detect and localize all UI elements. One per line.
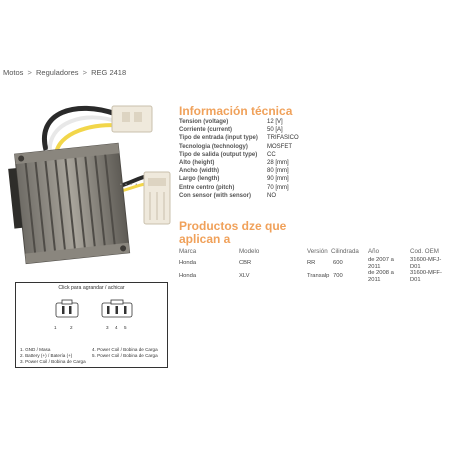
tech-label: Ancho (width) <box>179 168 219 175</box>
tech-value: CC <box>267 151 276 158</box>
pin-legend-item: 1. GND / Masa <box>20 347 51 352</box>
tech-label: Largo (length) <box>179 176 220 183</box>
cell-modelo: CBR <box>239 260 252 266</box>
pin-number: 2 <box>70 325 73 330</box>
tech-value: NO <box>267 192 276 199</box>
tech-label: Corriente (current) <box>179 127 233 134</box>
tech-label: Con sensor (with sensor) <box>179 192 252 199</box>
tech-row <box>179 143 299 151</box>
pin-number: 4 <box>115 325 118 330</box>
tech-label: Alto (height) <box>179 160 215 167</box>
pin-number: 1 <box>54 325 57 330</box>
tech-value: 90 [mm] <box>267 176 289 183</box>
cell-modelo: XLV <box>239 273 250 279</box>
tech-row <box>179 175 299 183</box>
tech-value: MOSFET <box>267 143 292 150</box>
tech-row <box>179 151 299 159</box>
header-oem: Cod. OEM <box>410 248 439 255</box>
connector-pinout-drawing <box>16 293 167 329</box>
product-image[interactable] <box>6 92 172 268</box>
tech-value: 28 [mm] <box>267 160 289 167</box>
breadcrumb-motos[interactable]: Motos <box>3 68 24 77</box>
pin-number: 3 <box>106 325 109 330</box>
tech-row <box>179 167 299 175</box>
pin-legend-item: 5. Power Coil / Bobina de Carga <box>92 353 158 358</box>
image-pagination-dots[interactable]: • • • • <box>120 182 139 188</box>
connector-2pin <box>112 106 152 132</box>
pin-number: 5 <box>124 325 127 330</box>
tech-row <box>179 126 299 134</box>
tech-info-title: Información técnica <box>179 104 293 118</box>
connector-diagram-title[interactable]: Click para agrandar / achicar <box>58 285 125 291</box>
tech-value: 50 [A] <box>267 127 283 134</box>
tech-row <box>179 118 299 126</box>
tech-row <box>179 184 299 192</box>
cell-ano: de 2007 a 2011 <box>368 257 394 270</box>
cell-marca: Honda <box>179 260 197 266</box>
breadcrumb-separator: > <box>82 68 88 77</box>
cell-marca: Honda <box>179 273 197 279</box>
tech-label: Tension (voltage) <box>179 119 229 125</box>
tech-value: 80 [mm] <box>267 168 289 175</box>
connector-3pin <box>144 172 170 224</box>
pin-legend-right <box>92 347 158 359</box>
tech-value: 70 [mm] <box>267 184 289 191</box>
tech-row <box>179 134 299 142</box>
connector-diagram[interactable] <box>15 282 168 368</box>
header-version: Versión <box>307 248 328 255</box>
cell-version: Transalp <box>307 273 330 279</box>
tech-row <box>179 159 299 167</box>
tech-label: Tecnologia (technology) <box>179 143 248 150</box>
cell-version: RR <box>307 260 316 266</box>
cell-cilindrada: 600 <box>333 260 343 266</box>
pin-legend-item: 2. Battery (+) / Batería (+) <box>20 353 73 358</box>
cell-cilindrada: 700 <box>333 273 343 279</box>
header-cilindrada: Cilindrada <box>331 248 359 255</box>
tech-value: TRIFASICO <box>267 135 299 142</box>
breadcrumb-current: REG 2418 <box>91 68 127 77</box>
cell-oem: 31600-MFF-D01 <box>410 270 442 283</box>
tech-info-table <box>179 118 299 200</box>
header-modelo: Modelo <box>239 248 260 255</box>
tech-label: Tipo de entrada (input type) <box>179 135 258 142</box>
tech-label: Entre centro (pitch) <box>179 184 235 191</box>
cell-oem: 31600-MFJ-D01 <box>410 257 442 270</box>
breadcrumb-reguladores[interactable]: Reguladores <box>36 68 79 77</box>
tech-value: 12 [V] <box>267 119 283 125</box>
tech-row <box>179 192 299 200</box>
pin-legend-left <box>20 347 86 365</box>
breadcrumb-separator: > <box>27 68 32 77</box>
breadcrumb <box>3 68 128 77</box>
tech-label: Tipo de salida (output type) <box>179 151 258 158</box>
header-ano: Año <box>368 248 380 255</box>
cell-ano: de 2008 a 2011 <box>368 270 394 283</box>
applicable-products-title: Productos dze que aplican a <box>179 219 287 246</box>
header-marca: Marca <box>179 248 197 255</box>
pin-legend-item: 4. Power Coil / Bobina de Carga <box>92 347 158 352</box>
pin-legend-item: 3. Power Coil / Bobina de Carga <box>20 359 86 364</box>
